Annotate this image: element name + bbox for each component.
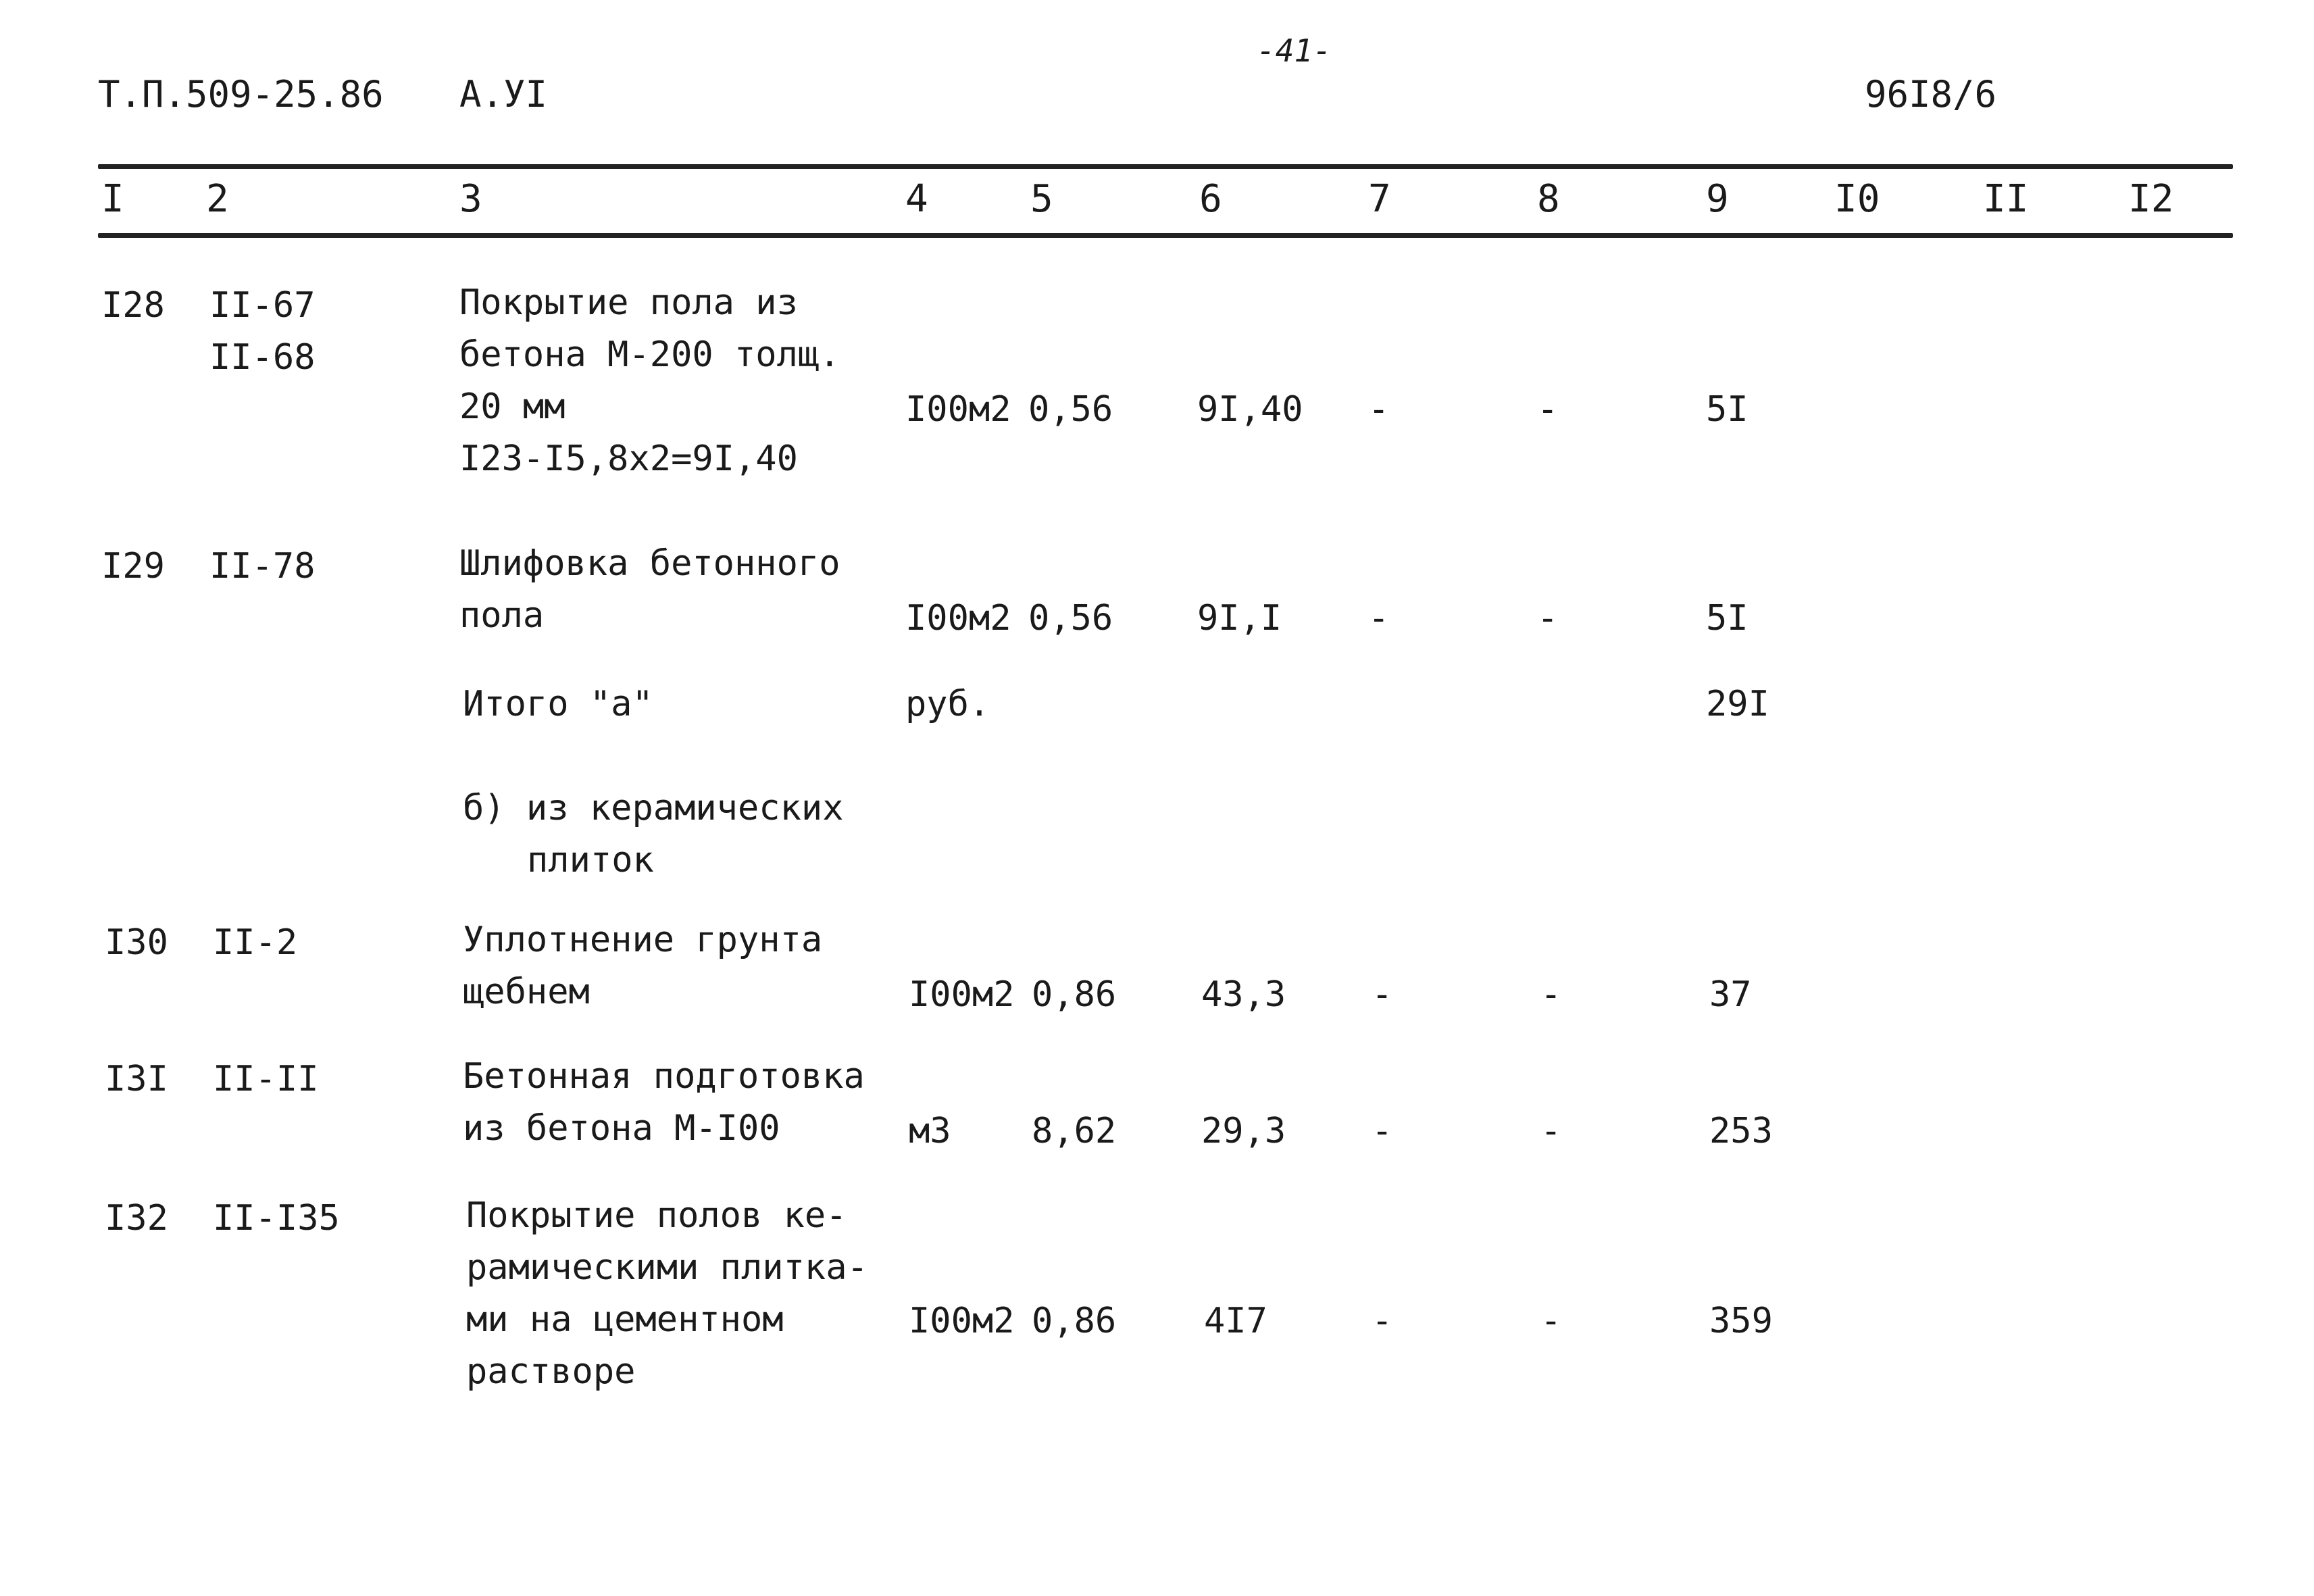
description-line: I23-I5,8х2=9I,40 — [459, 439, 798, 479]
column-header: 7 — [1368, 177, 1391, 221]
col8-value: - — [1540, 974, 1562, 1015]
col8-value: - — [1537, 389, 1559, 430]
cost-value: 359 — [1709, 1301, 1773, 1341]
col8-value: - — [1540, 1111, 1562, 1151]
quantity: 8,62 — [1032, 1111, 1117, 1151]
column-header: II — [1983, 177, 2029, 221]
description-line: рамическими плитка- — [466, 1247, 868, 1288]
description-line: Покрытие пола из — [459, 282, 798, 323]
col8-value: - — [1537, 598, 1559, 639]
column-header: 3 — [459, 177, 482, 221]
unit-price: 9I,I — [1197, 598, 1282, 639]
cost-value: 37 — [1709, 974, 1752, 1015]
norm-code: II-I35 — [213, 1198, 340, 1239]
section-heading — [463, 782, 844, 887]
column-header: I — [101, 177, 124, 221]
work-description — [466, 1190, 868, 1398]
subtotal-value: 29I — [1706, 684, 1769, 724]
col7-value: - — [1372, 974, 1393, 1015]
col7-value: - — [1372, 1111, 1393, 1151]
unit-price: 29,3 — [1201, 1111, 1286, 1151]
section-heading-line: плиток — [527, 840, 654, 880]
album-code: А.УI — [459, 73, 548, 116]
col7-value: - — [1368, 389, 1390, 430]
quantity: 0,86 — [1032, 1301, 1117, 1341]
quantity: 0,56 — [1028, 598, 1113, 639]
header-bottom-rule — [98, 233, 2233, 238]
row-number: I29 — [101, 546, 165, 587]
cost-value: 253 — [1709, 1111, 1773, 1151]
unit: I00м2 — [909, 1301, 1015, 1341]
description-line: Бетонная подготовка — [463, 1056, 865, 1097]
row-number: I32 — [105, 1198, 168, 1239]
work-description — [459, 277, 840, 485]
row-number: I28 — [101, 285, 165, 326]
col8-value: - — [1540, 1301, 1562, 1341]
col7-value: - — [1372, 1301, 1393, 1341]
description-line: щебнем — [463, 972, 590, 1012]
column-header: 9 — [1706, 177, 1729, 221]
column-header: I2 — [2128, 177, 2174, 221]
work-description — [463, 1051, 865, 1155]
description-line: ми на цементном — [466, 1299, 784, 1340]
document-code: Т.П.509-25.86 — [98, 73, 384, 116]
unit: руб. — [905, 684, 990, 724]
col7-value: - — [1368, 598, 1390, 639]
quantity: 0,86 — [1032, 974, 1117, 1015]
column-header: 4 — [905, 177, 928, 221]
description-line: из бетона М-I00 — [463, 1108, 780, 1149]
norm-code: II-78 — [209, 546, 316, 587]
work-description — [459, 538, 840, 642]
header-top-rule — [98, 164, 2233, 169]
sheet-code: 96I8/6 — [1865, 73, 1997, 116]
column-header: 6 — [1199, 177, 1222, 221]
row-number: I3I — [105, 1059, 168, 1099]
column-header: 8 — [1537, 177, 1560, 221]
description-line: 20 мм — [459, 386, 565, 427]
column-header: 2 — [206, 177, 229, 221]
work-description — [463, 914, 822, 1018]
unit-price: 4I7 — [1204, 1301, 1267, 1341]
description-line: пола — [459, 595, 545, 636]
unit: I00м2 — [905, 598, 1011, 639]
norm-code: II-68 — [209, 337, 316, 378]
norm-code: II-2 — [213, 922, 298, 963]
cost-value: 5I — [1706, 598, 1749, 639]
column-header: 5 — [1030, 177, 1053, 221]
description-line: Уплотнение грунта — [463, 920, 823, 960]
column-header: I0 — [1834, 177, 1880, 221]
unit: I00м2 — [905, 389, 1011, 430]
subtotal-label: Итого "а" — [463, 684, 653, 724]
unit: I00м2 — [909, 974, 1015, 1015]
page-number: -41- — [1257, 32, 1332, 69]
description-line: бетона М-200 толщ. — [459, 334, 840, 375]
cost-value: 5I — [1706, 389, 1749, 430]
norm-code: II-II — [213, 1059, 319, 1099]
description-line: Покрытие полов ке- — [466, 1195, 847, 1236]
quantity: 0,56 — [1028, 389, 1113, 430]
row-number: I30 — [105, 922, 168, 963]
section-heading-line: б) из керамических — [463, 788, 844, 828]
unit: м3 — [909, 1111, 951, 1151]
description-line: Шлифовка бетонного — [459, 543, 840, 584]
unit-price: 43,3 — [1201, 974, 1286, 1015]
description-line: растворе — [466, 1351, 636, 1392]
norm-code: II-67 — [209, 285, 316, 326]
unit-price: 9I,40 — [1197, 389, 1303, 430]
